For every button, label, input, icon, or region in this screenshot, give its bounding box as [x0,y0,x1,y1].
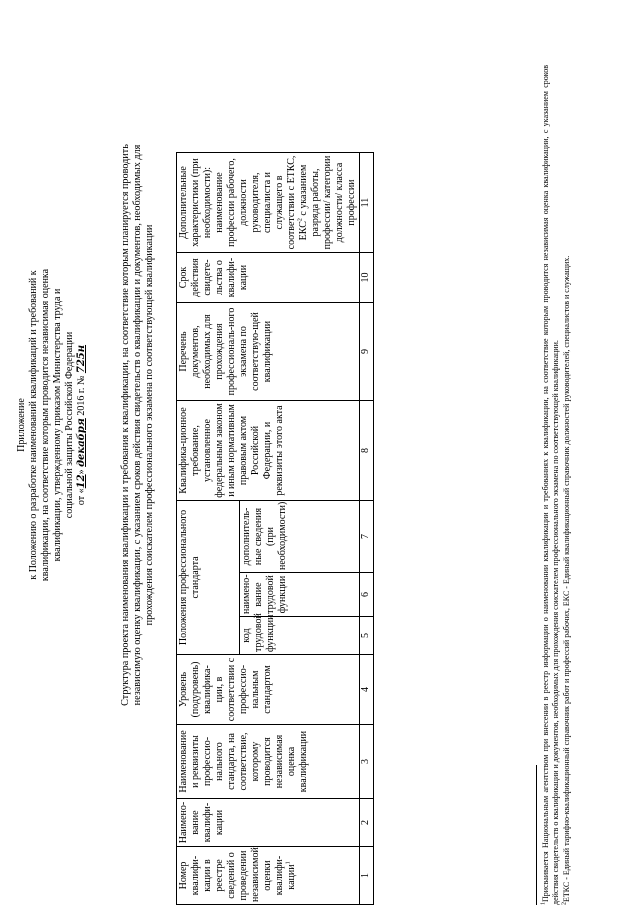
column-number: 5 [360,617,374,655]
header-qualification-number: Номер квалифи-кации в реестре сведений о проведении независимой оценки квалифи-кации$^1$ [177,847,360,905]
header-certificate-validity: Срок действия свидете-льства о квалифи-кации [177,253,360,303]
handwritten-order-number: 725н [76,344,87,374]
appendix-line-2: квалификации, на соответствие которым проводится независимая оценка [40,268,51,582]
appendix-header [16,5,88,845]
column-number: 1 [360,847,374,905]
appendix-order-date: от «12» декабря 2016 г. № 725н [76,344,87,506]
column-number: 3 [360,725,374,799]
appendix-line-4: социальной защиты Российской Федерации [64,331,75,519]
header-additional-characteristics: Дополнительные характеристики (при необходимости): наименование профессии рабочего, должности руководителя, специалиста и служащего в соответствии с ЕТКС, ЕКС$^2$ с указанием разряда работы, профессии/ категории должности/ класса профессии [177,153,360,253]
subheader-function-name: наимено-вание трудовой функции [240,573,360,617]
appendix-line-1: к Положению о разработке наименований квалификаций и требований к [28,270,39,580]
column-number: 7 [360,501,374,573]
header-qualification-name: Наимено-вание квалифи-кации [177,799,360,847]
header-qualification-requirement: Квалифика-ционное требование, установленное федеральным законом и иным нормативным правовым актом Российской Федерации, и реквизиты этого акта [177,401,360,501]
header-qualification-level: Уровень (подуровень) квалифика-ции, в соответствии с профессио-нальным стандартом [177,655,360,725]
handwritten-month: декабря [76,418,87,467]
column-number: 9 [360,303,374,401]
appendix-title: Приложение [16,398,27,452]
footnote-rule [536,765,537,905]
column-numbers-row [360,153,374,905]
handwritten-day: 12 [76,474,87,489]
footnotes [536,65,573,905]
subheader-function-code: код трудовой функции [240,617,360,655]
structure-title: Структура проекта наименования квалификации и требования к квалификации, на соответствие которым планируется проводить независимую оценку квалификации, с указанием сроков действия свидетельств о квалификации и документов, необходимых для прохождения соискателем профессионального экзамена по соответствующей квалификации [120,144,155,706]
header-required-documents: Перечень документов, необходимых для прохождения профессиональ-ного экзамена по соответствую-щей квалификации [177,303,360,401]
column-number: 10 [360,253,374,303]
column-number: 4 [360,655,374,725]
header-standard-name: Наименование и реквизиты профессио-нального стандарта, на соответствие, которому проводится независимая оценка квалификации [177,725,360,799]
footnote-1: $^1$Присваивается Национальным агентством при внесении в реестр информации о наименовании квалификации и требованиях к квалификации, на соответствие которым проводится независимая оценка квалификации, с указанием сроков действия свидетельств о квалификации и документов, необходимых для прохождения соискателем профессионального экзамена по соответствующей квалификации. [540,65,560,905]
appendix-line-3: квалификации, утвержденному приказом Министерства труда и [52,288,63,562]
qualification-structure-table [176,153,374,905]
header-standard-provisions: Положения профессионального стандарта [177,501,240,655]
subheader-additional-info: дополнитель-ные сведения (при необходимости) [240,501,360,573]
column-number: 8 [360,401,374,501]
column-number: 2 [360,799,374,847]
column-number: 6 [360,573,374,617]
column-number: 11 [360,153,374,253]
footnote-2: $^2$ЕТКС - Единый тарифно-квалификационный справочник работ и профессий рабочих, ЕКС - Единый квалификационный справочник должностей руководителей, специалистов и служащих. [561,255,571,905]
